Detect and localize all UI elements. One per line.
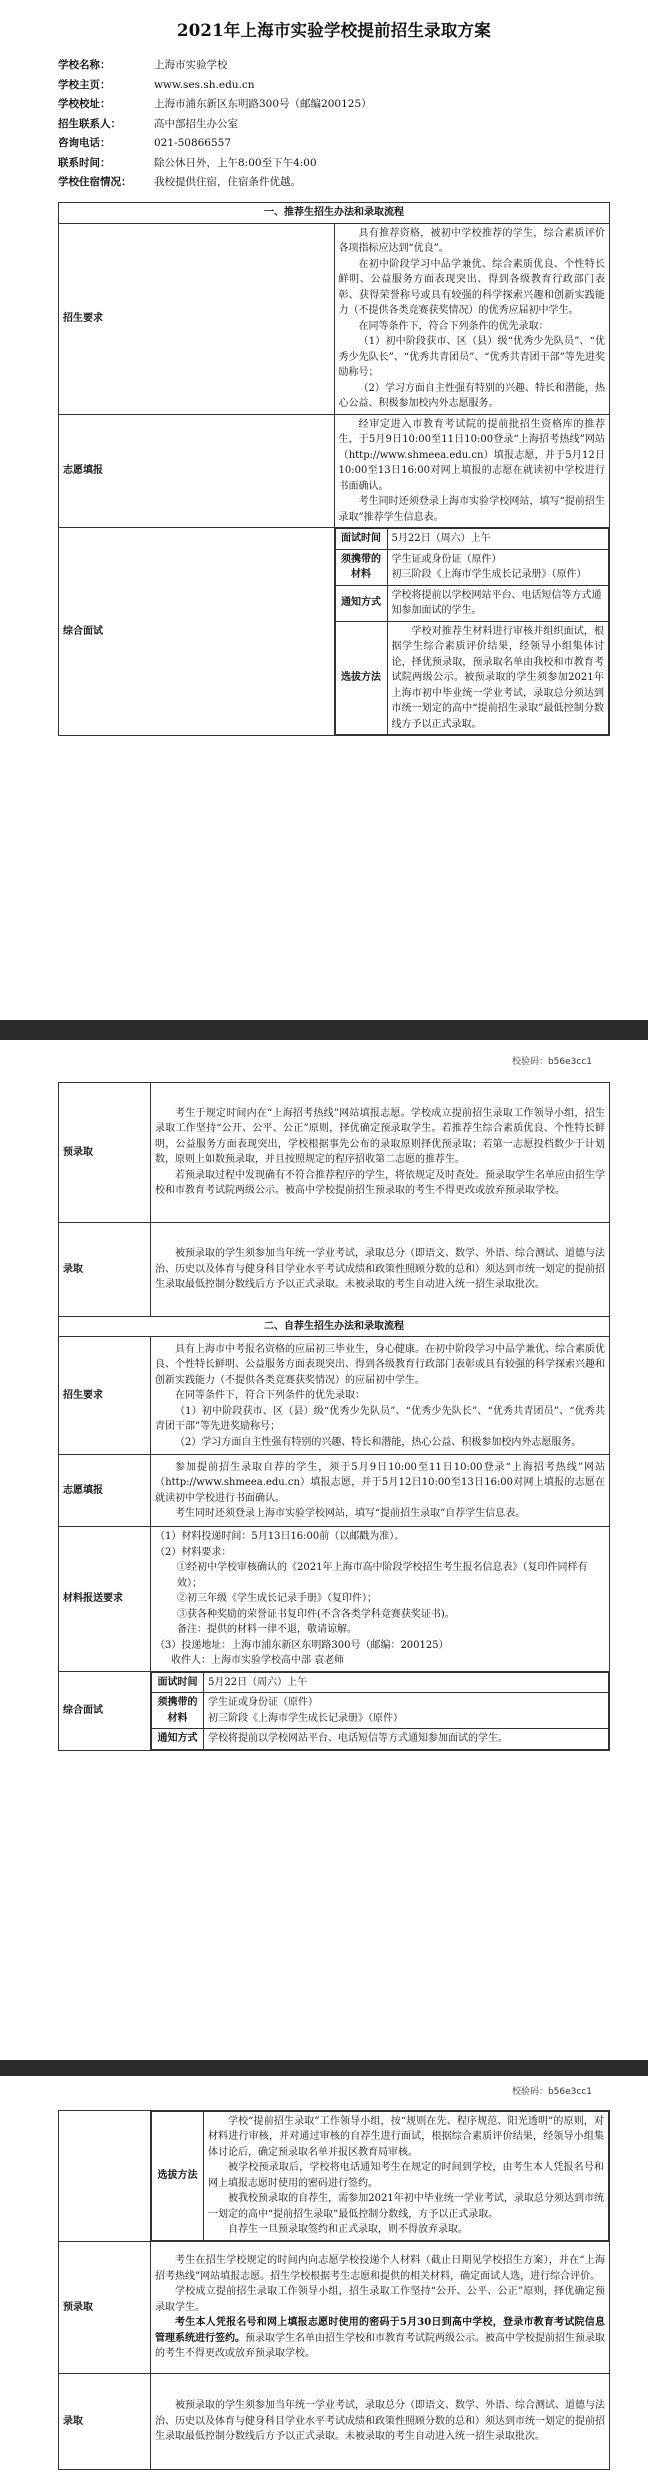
paragraph: 学校“提前招生录取”工作领导小组，按“规则在先、程序规范、阳光透明”的原则，对材料进行审核，并对通过审核的自荐生进行面试，根据综合素质评价结果，经领导小组集体讨论后，确定预录取名单并报区教育局审核。 bbox=[208, 2115, 604, 2158]
interview-sub-label: 面试时间 bbox=[335, 529, 387, 550]
paragraph: 被预录取的学生须参加当年统一学业考试，录取总分（即语文、数学、外语、综合测试、道德与法治、历史以及体育与健身科目学业水平考试成绩和政策性照顾分数的总和）须达到市统一划定的提前招生录取最低控制分数线后方予以正式录取。未被录取的考生自动进入统一招生录取批次。 bbox=[155, 1248, 605, 1291]
sub-label-select: 选拔方法 bbox=[152, 2111, 204, 2240]
interview-sub-text: 5月22日（周六）上午 bbox=[387, 529, 609, 550]
interview-sub-text: 学校对推荐生材料进行审核并组织面试，根据学生综合素质评价结果，经领导小组集体讨论，择优预录取，预录取名单由我校和市教育考试院两级公示。被预录取的学生须参加2021年上海市初中毕业统一学业考试，录取总分须达到市统一划定的高中“提前招生录取”最低控制分数线方予以正式录取。 bbox=[387, 621, 609, 735]
prelim-content bbox=[151, 1082, 610, 1222]
interview-subtable bbox=[334, 528, 610, 736]
info-value: 除公休日外，上午8:00至下午4:00 bbox=[154, 156, 317, 169]
row-label-recruit-2: 招生要求 bbox=[59, 1337, 151, 1455]
info-value: 上海市浦东新区东明路300号（邮编200125） bbox=[154, 98, 372, 111]
row-label-prelim-2: 预录取 bbox=[59, 2241, 151, 2373]
page-1 bbox=[0, 0, 648, 1020]
materials-content bbox=[151, 1527, 610, 1672]
verify-code: 校验码：b56e3cc1 bbox=[511, 1057, 592, 1067]
row-label-recruit: 招生要求 bbox=[59, 223, 335, 414]
material-line: ①经初中学校审核确认的《2021年上海市高中阶段学校招生考生报名信息表》（复印件同样有效）； bbox=[177, 1562, 588, 1589]
select-content bbox=[204, 2111, 609, 2240]
apply-content-2 bbox=[151, 1455, 610, 1527]
verify-code-2: 校验码：b56e3cc1 bbox=[511, 2087, 592, 2097]
interview-sub-label: 通知方式 bbox=[335, 585, 387, 621]
paragraph: （1）初中阶段获市、区（县）级“优秀少先队员”、“优秀少先队长”、“优秀共青团员”、“优秀共青团干部”等先进奖励称号； bbox=[338, 336, 605, 379]
material-line: 收件人：上海市实验学校高中部 袁老师 bbox=[171, 1655, 345, 1667]
paragraph: 被预录取的学生须参加当年统一学业考试，录取总分（即语文、数学、外语、综合测试、道德与法治、历史以及体育与健身科目学业水平考试成绩和政策性照顾分数的总和）须达到市统一划定的提前招生录取最低控制分数线后方予以正式录取。未被录取的考生自动进入统一招生录取批次。 bbox=[155, 2400, 605, 2443]
interview-sub-label: 选拔方法 bbox=[335, 621, 387, 735]
interview-sub-label: 通知方式 bbox=[152, 1729, 204, 1750]
admit-content bbox=[151, 1222, 610, 1316]
paragraph: 若预录取过程中发现确有不符合推荐程序的学生，将依规定及时查处。预录取学生名单应由招生学校和市教育考试院两级公示。被高中学校提前招生预录取的考生不得更改或放弃预录取学校。 bbox=[155, 1169, 605, 1197]
interview-sub-text: 学校将提前以学校网站平台、电话短信等方式通知参加面试的学生。 bbox=[204, 1729, 609, 1750]
paragraph: 参加提前招生录取自荐的学生，须于5月9日10:00至11日10:00登录“上海招考热线”网站（http://www.shmeea.edu.cn）填报志愿，并于5月12日10:00至13日16:00对网上填报的志愿在就读初中学校进行书面确认。 bbox=[155, 1461, 605, 1504]
admit-content-2 bbox=[151, 2373, 610, 2469]
info-value: 我校提供住宿，住宿条件优越。 bbox=[154, 176, 301, 189]
info-label: 学校住宿情况： bbox=[58, 176, 132, 189]
info-value[interactable]: www.ses.sh.edu.cn bbox=[154, 78, 255, 91]
prelim-content-2 bbox=[151, 2241, 610, 2373]
info-label: 学校主页： bbox=[58, 78, 111, 91]
paragraph: （1）初中阶段获市、区（县）级“优秀少先队员”、“优秀少先队长”、“优秀共青团员”、“优秀共青团干部”等先进奖励称号； bbox=[155, 1405, 605, 1433]
page-3 bbox=[0, 2076, 648, 2486]
info-row bbox=[58, 95, 610, 115]
interview-row bbox=[335, 549, 609, 585]
paragraph: 被我校预录取的自荐生，需参加2021年初中毕业统一学业考试，录取总分须达到市统一划定的高中“提前招生录取”最低控制分数线，方予以正式录取。 bbox=[208, 2193, 604, 2220]
paragraph: （2）学习方面自主性强有特别的兴趣、特长和潜能，热心公益、积极参加校内外志愿服务。 bbox=[338, 382, 605, 410]
paragraph: （2）学习方面自主性强有特别的兴趣、特长和潜能，热心公益、积极参加校内外志愿服务。 bbox=[175, 1436, 582, 1448]
interview-sub-label: 须携带的材料 bbox=[335, 549, 387, 585]
material-line: （3）投递地址：上海市浦东新区东明路300号（邮编：200125） bbox=[155, 1639, 449, 1651]
recruit-content bbox=[334, 223, 610, 414]
select-inner bbox=[151, 2111, 609, 2241]
school-info bbox=[58, 56, 610, 193]
info-value: 上海市实验学校 bbox=[154, 59, 228, 72]
info-row bbox=[58, 56, 610, 76]
apply-content bbox=[334, 414, 610, 528]
recommend-table bbox=[58, 202, 610, 736]
interview-row bbox=[335, 585, 609, 621]
page-title: 2021年上海市实验学校提前招生录取方案 bbox=[177, 21, 491, 40]
paragraph: 具有推荐资格，被初中学校推荐的学生，综合素质评价各项指标应达到“优良”。 bbox=[338, 227, 605, 255]
material-line: （1）材料投递时间：5月13日16:00前（以邮戳为准）。 bbox=[155, 1531, 405, 1543]
info-value: 高中部招生办公室 bbox=[154, 117, 238, 130]
row-label-interview: 综合面试 bbox=[59, 528, 335, 736]
interview-inner-1 bbox=[335, 528, 610, 735]
row-blank bbox=[59, 2110, 151, 2241]
interview-subtable-2 bbox=[151, 1671, 610, 1750]
info-row bbox=[58, 173, 610, 193]
info-value: 021-50866557 bbox=[154, 137, 232, 150]
paragraph: 考生于规定时间内在“上海招考热线”网站填报志愿。学校成立提前招生录取工作领导小组，招生录取工作坚持“公开、公平、公正”原则，择优确定预录取学生。若推荐生综合素质优良、个性特长鲜明，公益服务方面表现突出，学校根据事先公布的录取原则择优预录取；若第一志愿投档数少于计划数，原则上如数预录取，并且按照规定的程序招收第二志愿的推荐生。 bbox=[155, 1107, 605, 1166]
row-label-apply-2: 志愿填报 bbox=[59, 1455, 151, 1527]
info-label: 学校校址： bbox=[58, 98, 111, 111]
info-row bbox=[58, 134, 610, 154]
info-row bbox=[58, 114, 610, 134]
interview-row bbox=[152, 1693, 609, 1729]
interview-row bbox=[335, 621, 609, 735]
material-line: （2）材料要求： bbox=[155, 1546, 232, 1558]
info-row bbox=[58, 153, 610, 173]
recommend-table-cont bbox=[58, 1082, 610, 1751]
interview-sub-label: 面试时间 bbox=[152, 1672, 204, 1693]
interview-sub-text: 5月22日（周六）上午 bbox=[204, 1672, 609, 1693]
info-label: 招生联系人： bbox=[58, 117, 121, 130]
interview-sub-text: 学校将提前以学校网站平台、电话短信等方式通知参加面试的学生。 bbox=[387, 585, 609, 621]
interview-sub-text: 学生证或身份证（原件） 初三阶段《上海市学生成长记录册》（原件） bbox=[204, 1693, 609, 1729]
interview-row bbox=[152, 1672, 609, 1693]
section-title-self: 二、自荐生招生办法和录取流程 bbox=[59, 1316, 610, 1337]
interview-sub-text: 学生证或身份证（原件） 初三阶段《上海市学生成长记录册》（原件） bbox=[387, 549, 609, 585]
interview-sub-label: 须携带的材料 bbox=[152, 1693, 204, 1729]
page-2 bbox=[0, 1040, 648, 2060]
row-label-interview-2: 综合面试 bbox=[59, 1671, 151, 1750]
interview-row bbox=[152, 1729, 609, 1750]
paragraph: 考生同时还须登录上海市实验学校网站，填写“提前招生录取”推荐学生信息表。 bbox=[338, 496, 605, 523]
paragraph: 自荐生一旦预录取签约和正式录取，则不得放弃录取。 bbox=[228, 2224, 468, 2236]
material-line: ③获各种奖励的荣誉证书复印件(不含各类学科竞赛获奖证书)。 bbox=[177, 1608, 455, 1620]
row-label-admit: 录取 bbox=[59, 1222, 151, 1316]
paragraph: 具有上海市中考报名资格的应届初三毕业生，身心健康。在初中阶段学习中品学兼优、综合素质优良、个性特长鲜明、公益服务方面表现突出、得到各级教育行政部门表彰或具有较强的科学探索兴趣和创新实践能力（不提供各类竞赛获奖情况）的应届初中学生。 bbox=[155, 1343, 605, 1386]
row-label-materials: 材料报送要求 bbox=[59, 1527, 151, 1672]
page-separator bbox=[0, 1020, 648, 1040]
row-label-prelim: 预录取 bbox=[59, 1082, 151, 1222]
section-title-recommend: 一、推荐生招生办法和录取流程 bbox=[59, 203, 610, 224]
self-table-cont bbox=[58, 2110, 610, 2470]
prelim-after-note: 预录取学生名单由招生学校和市教育考试院两级公示。被高中学校提前招生预录取的考生不得更改或放弃预录取学校。 bbox=[155, 2332, 605, 2360]
paragraph: 被学校预录取后，学校将电话通知考生在规定的时间到学校，由考生本人凭报名号和网上填报志愿时使用的密码进行签约。 bbox=[208, 2162, 604, 2189]
page-separator-2 bbox=[0, 2060, 648, 2076]
paragraph: 在同等条件下，符合下列条件的优先录取： bbox=[358, 320, 549, 332]
info-label: 学校名称： bbox=[58, 59, 111, 72]
prelim-bold-note: 考生本人凭报名号和网上填报志愿时使用的密码于5月30日到高中学校，登录市教育考试院信息管理系统进行签约。 bbox=[155, 2317, 605, 2344]
info-row bbox=[58, 75, 610, 95]
material-line: ②初三年级《学生成长记录手册》（复印件）； bbox=[177, 1593, 377, 1605]
material-line: 备注：提供的材料一律不退，敬请谅解。 bbox=[177, 1624, 357, 1636]
paragraph: 在初中阶段学习中品学兼优、综合素质优良、个性特长鲜明、公益服务方面表现突出、得到各级教育行政部门表彰、获得荣誉称号或具有较强的科学探索兴趣和创新实践能力（不提供各类竞赛获奖情况）的优秀应届初中学生。 bbox=[338, 258, 605, 317]
row-label-apply: 志愿填报 bbox=[59, 414, 335, 528]
select-subtable bbox=[151, 2110, 610, 2241]
interview-row bbox=[335, 529, 609, 550]
paragraph: 考生同时还须登录上海市实验学校网站，填写“提前招生录取”自荐学生信息表。 bbox=[175, 1508, 526, 1520]
recruit-content-2 bbox=[151, 1337, 610, 1455]
paragraph: 经审定进入市教育考试院的提前批招生资格库的推荐生，于5月9日10:00至11日10:00登录“上海招考热线”网站（http://www.shmeea.edu.cn）填报志愿，并于5月12日10:00至13日16:00对网上填报的志愿在就读初中学校进行书面确认。 bbox=[338, 418, 605, 492]
paragraph: 在同等条件下，符合下列条件的优先录取： bbox=[175, 1390, 365, 1402]
paragraph: 学校成立提前招生录取工作领导小组，招生录取工作坚持“公开、公平、公正”原则，择优确定预录取学生。 bbox=[155, 2286, 605, 2313]
row-label-admit-2: 录取 bbox=[59, 2373, 151, 2469]
info-label: 联系时间： bbox=[58, 156, 111, 169]
interview-inner-2 bbox=[151, 1672, 609, 1750]
paragraph: 考生在招生学校规定的时间内向志愿学校投递个人材料（截止日期见学校招生方案），并在“上海招考热线”网站填报志愿。招生学校根据考生志愿和提供的相关材料，确定面试人选，进行综合评价。 bbox=[155, 2255, 605, 2282]
info-label: 咨询电话： bbox=[58, 137, 111, 150]
